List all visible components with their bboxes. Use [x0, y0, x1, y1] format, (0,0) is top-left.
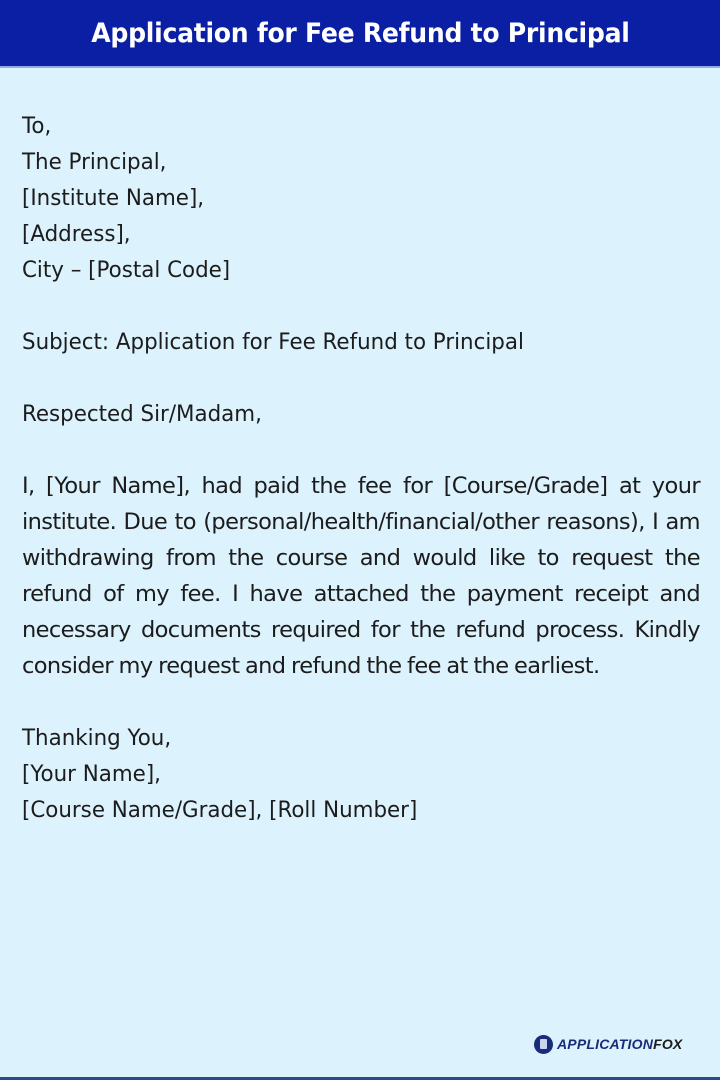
logo-text — [557, 1036, 682, 1052]
page-header — [0, 0, 720, 68]
page-title: Application for Fee Refund to Principal — [90, 17, 630, 49]
address-line-city: City – [Postal Code] — [22, 257, 231, 283]
salutation: Respected Sir/Madam, — [22, 401, 262, 427]
signature-details: [Course Name/Grade], [Roll Number] — [22, 797, 418, 823]
address-line-institute: [Institute Name], — [22, 185, 205, 211]
address-line-recipient: The Principal, — [22, 149, 167, 175]
letter-body — [22, 108, 700, 828]
closing-line: Thanking You, — [22, 725, 172, 751]
address-line-address: [Address], — [22, 221, 131, 247]
logo-text-fox: FOX — [653, 1036, 683, 1052]
subject-line: Subject: Application for Fee Refund to Principal — [22, 329, 524, 355]
body-paragraph: I, [Your Name], had paid the fee for [Course/Grade] at your institute. Due to (personal/health/financial/other reasons), I am withdrawing from the course and would like to request the refund of my fee. I have attached the payment receipt and necessary documents required for the refund process. Kindly consider my request and refund the fee at the earliest. — [22, 473, 700, 679]
logo-text-application: APPLICATION — [557, 1036, 654, 1052]
applicationfox-logo — [534, 1034, 682, 1054]
signature-name: [Your Name], — [22, 761, 161, 787]
document-icon — [534, 1035, 553, 1054]
address-line-to: To, — [22, 113, 52, 139]
